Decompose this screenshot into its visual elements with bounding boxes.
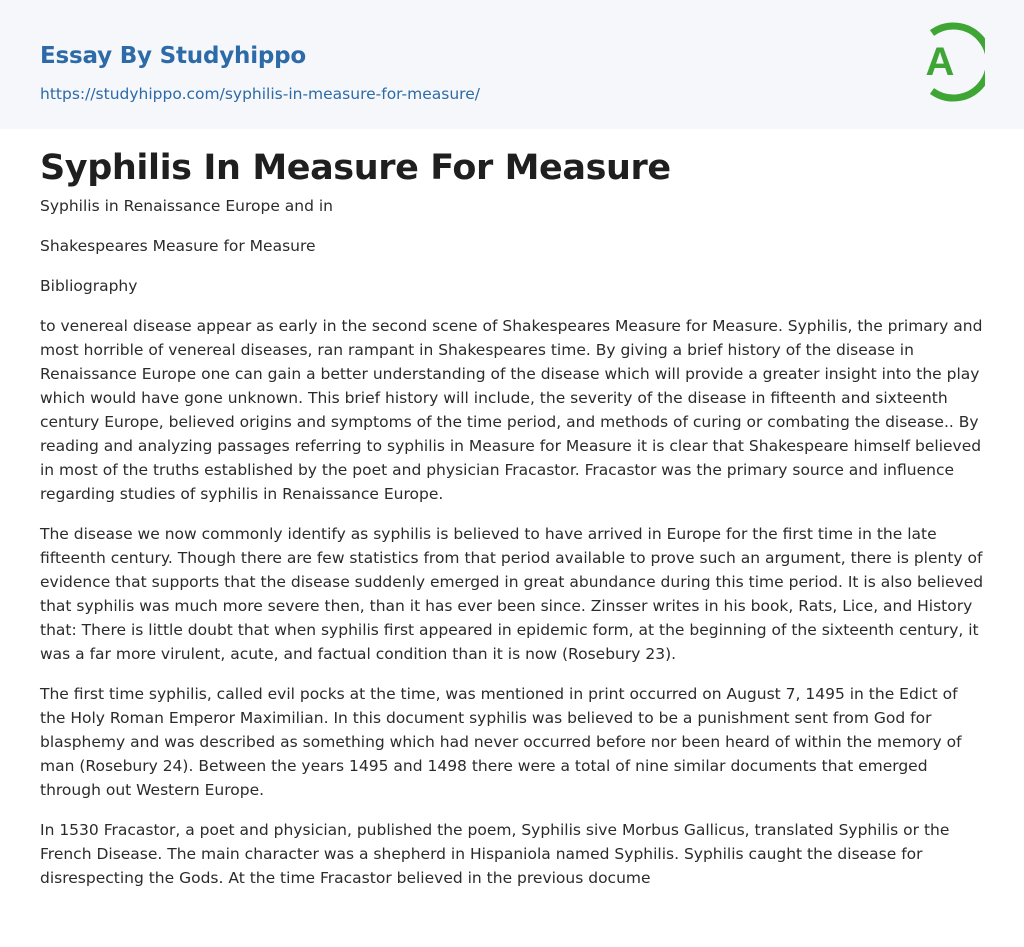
article-title: Syphilis In Measure For Measure: [40, 148, 671, 188]
article-paragraph: In 1530 Fracastor, a poet and physician, published the poem, Syphilis sive Morbus Gallicus, translated Syphilis or the French Disease. The main character was a shepherd in Hispaniola named Syphilis. Syphilis caught the disease for disrespecting the Gods. At the time Fracastor believed in the previous docume: [40, 821, 950, 887]
article-paragraph: Syphilis in Renaissance Europe and in: [40, 197, 334, 215]
studyhippo-logo-icon[interactable]: [913, 19, 985, 105]
article-paragraph: The disease we now commonly identify as syphilis is believed to have arrived in Europe for the first time in the late fifteenth century. Though there are few statistics from that period available to prove such an argument, there is plenty of evidence that supports that the disease suddenly emerged in great abundance during this time period. It is also believed that syphilis was much more severe then, than it has ever been since. Zinsser writes in his book, Rats, Lice, and History that: There is little doubt that when syphilis first appeared in epidemic form, at the beginning of the sixteenth century, it was a far more virulent, acute, and factual condition than it is now (Rosebury 23).: [40, 525, 984, 663]
logo-letter: A: [925, 40, 955, 84]
article-paragraph: to venereal disease appear as early in the second scene of Shakespeares Measure for Measure. Syphilis, the primary and most horrible of venereal diseases, ran rampant in Shakespeares time. By giving a brief history of the disease in Renaissance Europe one can gain a better understanding of the disease which will provide a greater insight into the play which would have gone unknown. This brief history will include, the severity of the disease in fifteenth and sixteenth century Europe, believed origins and symptoms of the time period, and methods of curing or combating the disease.. By reading and analyzing passages referring to syphilis in Measure for Measure it is clear that Shakespeare himself believed in most of the truths established by the poet and physician Fracastor. Fracastor was the primary source and influence regarding studies of syphilis in Renaissance Europe.: [40, 317, 983, 503]
article-paragraph: Shakespeares Measure for Measure: [40, 237, 316, 255]
article-paragraph: Bibliography: [40, 277, 138, 295]
page-url-link[interactable]: https://studyhippo.com/syphilis-in-measure-for-measure/: [40, 85, 480, 103]
article-body: [40, 194, 984, 906]
site-brand[interactable]: Essay By Studyhippo: [40, 43, 307, 69]
article-paragraph: The first time syphilis, called evil pocks at the time, was mentioned in print occurred on August 7, 1495 in the Edict of the Holy Roman Emperor Maximilian. In this document syphilis was believed to be a punishment sent from God for blasphemy and was described as something which had never occurred before nor been heard of within the memory of man (Rosebury 24). Between the years 1495 and 1498 there were a total of nine similar documents that emerged through out Western Europe.: [40, 685, 962, 799]
